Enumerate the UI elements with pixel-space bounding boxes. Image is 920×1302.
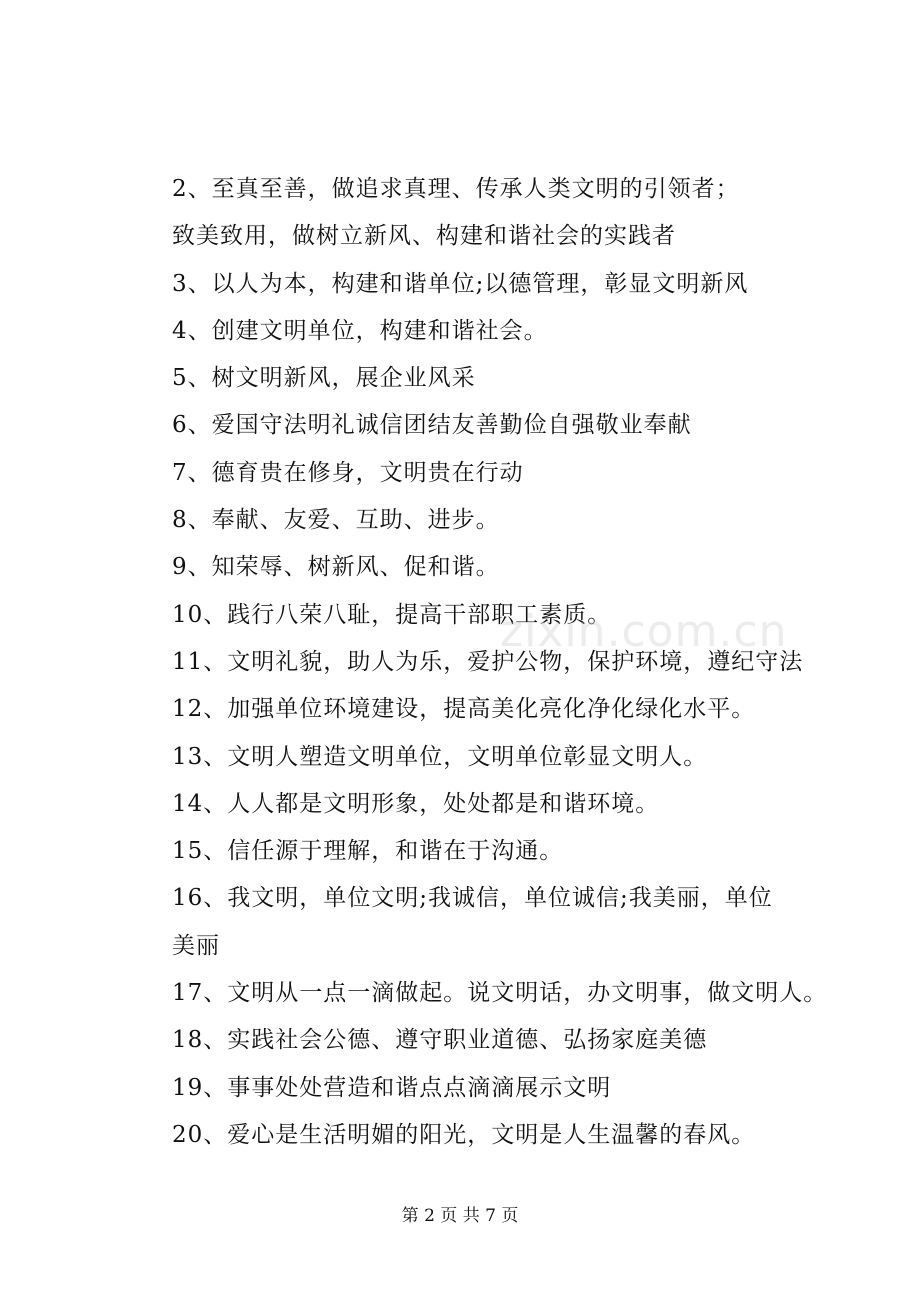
text-line: 12、加强单位环境建设，提高美化亮化净化绿化水平。	[172, 696, 756, 723]
text-line: 3、以人为本，构建和谐单位;以德管理，彰显文明新风	[172, 270, 749, 297]
slogan-list	[172, 166, 892, 1159]
text-line: 6、爱国守法明礼诚信团结友善勤俭自强敬业奉献	[172, 412, 692, 439]
text-line: 10、践行八荣八耻，提高干部职工素质。	[172, 601, 612, 628]
text-line: 5、树文明新风，展企业风采	[172, 365, 476, 392]
text-line: 20、爱心是生活明媚的阳光，文明是人生温馨的春风。	[172, 1121, 756, 1148]
text-line: 14、人人都是文明形象，处处都是和谐环境。	[172, 790, 660, 817]
text-line: 致美致用，做树立新风、构建和谐社会的实践者	[172, 223, 676, 250]
text-line: 16、我文明，单位文明;我诚信，单位诚信;我美丽，单位	[172, 885, 773, 912]
text-line: 美丽	[172, 932, 220, 959]
text-line: 18、实践社会公德、遵守职业道德、弘扬家庭美德	[172, 1027, 708, 1054]
text-line: 15、信任源于理解，和谐在于沟通。	[172, 838, 564, 865]
text-line: 8、奉献、友爱、互助、进步。	[172, 507, 500, 534]
text-line: 13、文明人塑造文明单位，文明单位彰显文明人。	[172, 743, 708, 770]
watermark: zixin.com.cn	[500, 606, 788, 657]
text-line: 17、文明从一点一滴做起。说文明话，办文明事，做文明人。	[172, 980, 828, 1007]
text-line: 7、德育贵在修身，文明贵在行动	[172, 459, 524, 486]
text-line: 11、文明礼貌，助人为乐，爱护公物，保护环境，遵纪守法	[172, 648, 804, 675]
text-line: 19、事事处处营造和谐点点滴滴展示文明	[172, 1074, 612, 1101]
text-line: 2、至真至善，做追求真理、传承人类文明的引领者；	[172, 176, 740, 202]
text-line: 4、创建文明单位，构建和谐社会。	[172, 317, 548, 344]
text-line: 9、知荣辱、树新风、促和谐。	[172, 554, 500, 581]
page-footer: 第 2 页 共 7 页	[401, 1206, 519, 1226]
